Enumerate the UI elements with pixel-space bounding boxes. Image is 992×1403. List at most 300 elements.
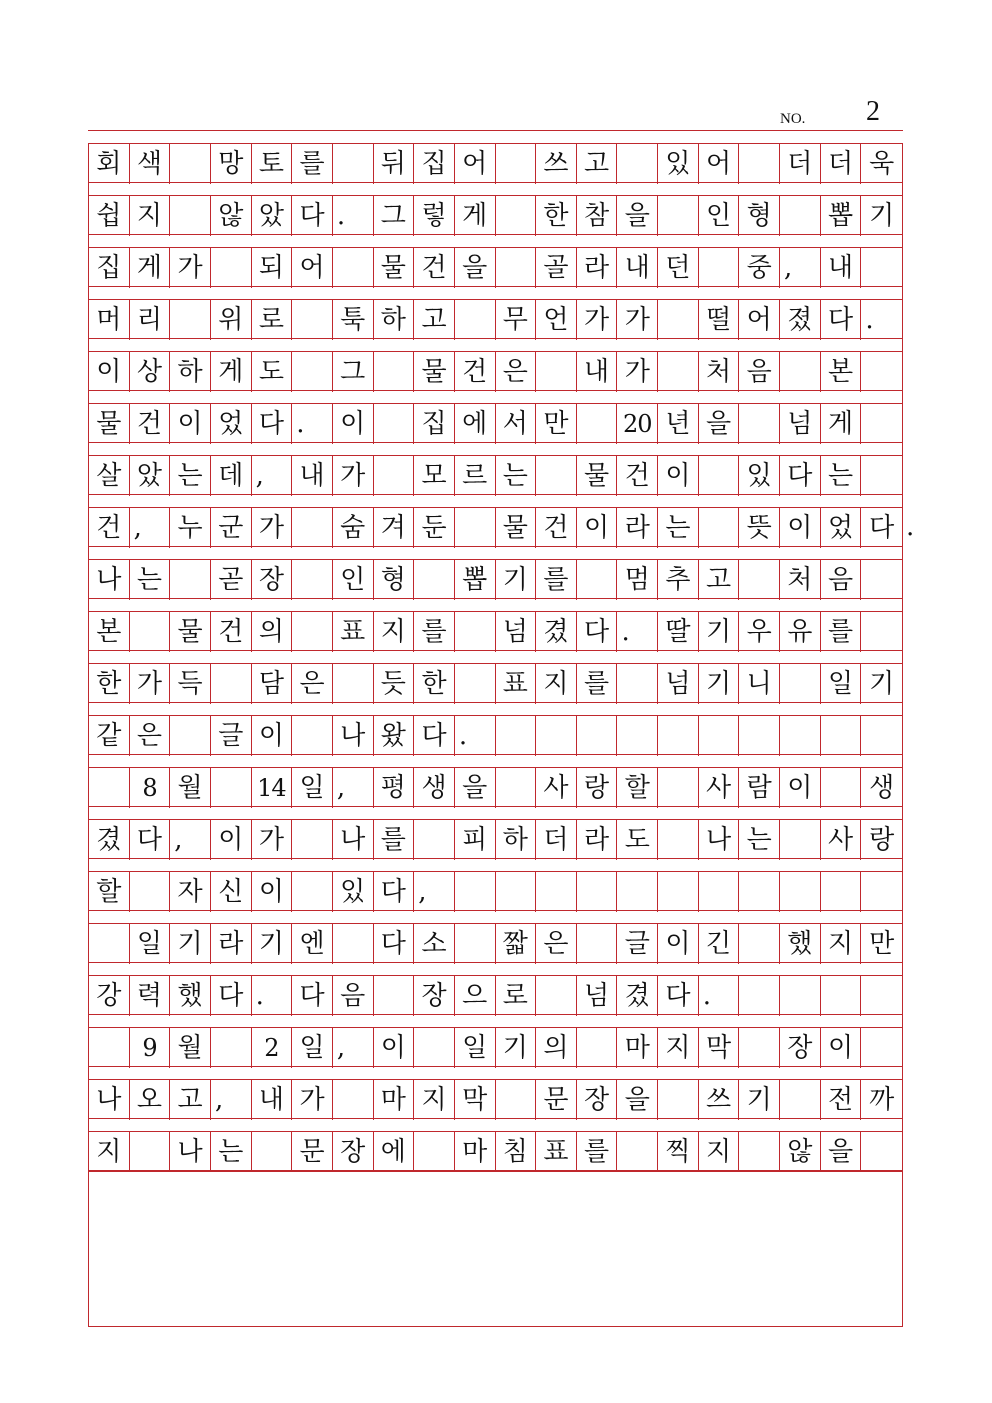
character-cell: 로 (252, 300, 293, 340)
empty-cell (617, 664, 658, 704)
character-cell: 력 (130, 976, 171, 1016)
character-cell: 물 (374, 248, 415, 288)
character-cell: 욱 (869, 149, 895, 179)
character-cell: . (699, 976, 740, 1016)
character-cell: 그 (333, 352, 374, 392)
empty-cell (333, 664, 374, 704)
character-cell: . (865, 305, 874, 335)
character-cell: 사 (699, 768, 740, 808)
character-cell: 서 (496, 404, 537, 444)
manuscript-line-cells (88, 195, 903, 235)
empty-cell (170, 300, 211, 340)
character-cell: 마 (617, 1028, 658, 1068)
empty-cell (536, 976, 577, 1016)
character-cell: 까 (869, 1085, 895, 1115)
empty-cell (414, 820, 455, 860)
character-cell: 기 (869, 669, 895, 699)
character-cell: 게 (211, 352, 252, 392)
character-cell: 나 (170, 1132, 211, 1172)
empty-cell (780, 976, 821, 1016)
empty-cell (861, 404, 902, 444)
empty-cell (699, 456, 740, 496)
character-cell: 이 (821, 1028, 862, 1068)
empty-cell (333, 924, 374, 964)
character-cell: 물 (414, 352, 455, 392)
character-cell: 막 (455, 1080, 496, 1120)
character-cell: 랑 (869, 825, 895, 855)
character-cell: 만 (869, 929, 895, 959)
character-cell: 게 (455, 196, 496, 236)
empty-cell (821, 976, 862, 1016)
character-cell: 떨 (699, 300, 740, 340)
manuscript-line-cells (88, 455, 903, 495)
character-cell: 망 (211, 144, 252, 184)
empty-cell (333, 1080, 374, 1120)
character-cell: 은 (292, 664, 333, 704)
character-cell: 나 (89, 560, 130, 600)
character-cell: 이 (211, 820, 252, 860)
character-cell: 는 (496, 456, 537, 496)
character-cell: 툭 (333, 300, 374, 340)
character-cell: 은 (496, 352, 537, 392)
character-cell: 음 (821, 560, 862, 600)
manuscript-line (88, 351, 903, 403)
character-cell: 건 (455, 352, 496, 392)
empty-cell (577, 924, 618, 964)
character-cell: 고 (577, 144, 618, 184)
empty-cell (739, 872, 780, 912)
character-cell: 상 (130, 352, 171, 392)
character-cell: 추 (658, 560, 699, 600)
character-cell: 마 (374, 1080, 415, 1120)
character-cell: 물 (89, 404, 130, 444)
character-cell: . (333, 196, 374, 236)
character-cell: 게 (821, 404, 862, 444)
character-cell: 표 (536, 1132, 577, 1172)
character-cell: 엔 (292, 924, 333, 964)
character-cell: 았 (252, 196, 293, 236)
character-cell: 않 (211, 196, 252, 236)
character-cell: 일 (821, 664, 862, 704)
empty-cell (739, 404, 780, 444)
character-cell: 자 (170, 872, 211, 912)
line-spacing-strip (88, 287, 903, 299)
page-number-label: NO. (780, 111, 806, 127)
character-cell: 집 (414, 144, 455, 184)
character-cell: 고 (699, 560, 740, 600)
empty-cell (496, 196, 537, 236)
character-cell: 어 (292, 248, 333, 288)
character-cell: 가 (577, 300, 618, 340)
empty-cell (577, 716, 618, 756)
character-cell: 넘 (496, 612, 537, 652)
character-cell: 나 (699, 820, 740, 860)
empty-cell (496, 716, 537, 756)
empty-cell (170, 144, 211, 184)
manuscript-grid (88, 143, 915, 1183)
character-cell: 우 (739, 612, 780, 652)
empty-cell (374, 352, 415, 392)
manuscript-line-cells (88, 663, 903, 703)
character-cell: 겨 (374, 508, 415, 548)
character-cell: 본 (89, 612, 130, 652)
character-cell: 인 (333, 560, 374, 600)
character-cell: 이 (333, 404, 374, 444)
character-cell: 다 (577, 612, 618, 652)
character-cell: 그 (374, 196, 415, 236)
character-cell: 다 (252, 404, 293, 444)
character-cell: 는 (658, 508, 699, 548)
empty-cell (739, 144, 780, 184)
character-cell: 다 (414, 716, 455, 756)
empty-cell (496, 1080, 537, 1120)
character-cell: 침 (496, 1132, 537, 1172)
character-cell: 군 (211, 508, 252, 548)
character-cell: 내 (821, 248, 862, 288)
character-cell: 2 (252, 1028, 293, 1068)
character-cell: 평 (374, 768, 415, 808)
character-cell: 가 (170, 248, 211, 288)
character-cell: 음 (333, 976, 374, 1016)
line-spacing-strip (88, 911, 903, 923)
character-cell: 사 (821, 820, 862, 860)
empty-cell (861, 248, 902, 288)
character-cell: 었 (211, 404, 252, 444)
line-spacing-strip (88, 183, 903, 195)
character-cell: 내 (577, 352, 618, 392)
character-cell: 리 (130, 300, 171, 340)
manuscript-line (88, 611, 903, 663)
character-cell: 람 (739, 768, 780, 808)
line-spacing-strip (88, 963, 903, 975)
character-cell: 왔 (374, 716, 415, 756)
character-cell: 곧 (211, 560, 252, 600)
character-cell: 생 (869, 773, 895, 803)
character-cell: 8 (130, 768, 171, 808)
character-cell: 은 (536, 924, 577, 964)
character-cell: 기 (170, 924, 211, 964)
character-cell: 을 (617, 196, 658, 236)
empty-cell (89, 924, 130, 964)
character-cell: 한 (536, 196, 577, 236)
line-spacing-strip (88, 1015, 903, 1027)
character-cell: 14 (252, 768, 293, 808)
character-cell: 어 (455, 144, 496, 184)
line-spacing-strip (88, 547, 903, 559)
empty-cell (739, 1132, 780, 1172)
character-cell: 기 (496, 560, 537, 600)
manuscript-line (88, 299, 903, 351)
character-cell: 색 (130, 144, 171, 184)
empty-cell (496, 872, 537, 912)
line-spacing-strip (88, 755, 903, 767)
empty-cell (170, 196, 211, 236)
character-cell: 표 (333, 612, 374, 652)
empty-cell (658, 768, 699, 808)
character-cell: 하 (170, 352, 211, 392)
character-cell: 랑 (577, 768, 618, 808)
empty-cell (861, 1132, 902, 1172)
character-cell: 건 (414, 248, 455, 288)
character-cell: 다 (780, 456, 821, 496)
character-cell: 듯 (374, 664, 415, 704)
character-cell: 이 (658, 456, 699, 496)
character-cell: 머 (89, 300, 130, 340)
character-cell: 표 (496, 664, 537, 704)
character-cell: 할 (617, 768, 658, 808)
character-cell: 는 (130, 560, 171, 600)
character-cell: 를 (292, 144, 333, 184)
character-cell: 다 (292, 196, 333, 236)
character-cell: 뜻 (739, 508, 780, 548)
character-cell: 멈 (617, 560, 658, 600)
character-cell: 가 (130, 664, 171, 704)
empty-cell (414, 560, 455, 600)
manuscript-line-cells (88, 767, 903, 807)
character-cell: 이 (658, 924, 699, 964)
character-cell: 이 (170, 404, 211, 444)
character-cell: 을 (699, 404, 740, 444)
character-cell: 기 (869, 201, 895, 231)
character-cell: 을 (617, 1080, 658, 1120)
character-cell: 누 (170, 508, 211, 548)
character-cell: 넘 (658, 664, 699, 704)
empty-cell (292, 352, 333, 392)
character-cell: 도 (617, 820, 658, 860)
character-cell: 렇 (414, 196, 455, 236)
character-cell: 일 (130, 924, 171, 964)
character-cell: 참 (577, 196, 618, 236)
empty-cell (699, 508, 740, 548)
manuscript-line (88, 923, 903, 975)
empty-cell (89, 1028, 130, 1068)
character-cell: 할 (89, 872, 130, 912)
manuscript-line-cells (88, 143, 903, 183)
character-cell: , (333, 768, 374, 808)
empty-cell (496, 768, 537, 808)
character-cell: 장 (252, 560, 293, 600)
character-cell: . (292, 404, 333, 444)
empty-cell (536, 456, 577, 496)
character-cell: 라 (577, 820, 618, 860)
character-cell: 를 (414, 612, 455, 652)
empty-cell (658, 872, 699, 912)
empty-cell (739, 924, 780, 964)
character-cell: 언 (536, 300, 577, 340)
character-cell: 기 (739, 1080, 780, 1120)
empty-cell (455, 924, 496, 964)
empty-cell (780, 1080, 821, 1120)
character-cell: 마 (455, 1132, 496, 1172)
empty-cell (658, 1080, 699, 1120)
character-cell: . (617, 612, 658, 652)
character-cell: 지 (699, 1132, 740, 1172)
empty-cell (292, 820, 333, 860)
character-cell: 한 (414, 664, 455, 704)
line-spacing-strip (88, 391, 903, 403)
character-cell: 이 (374, 1028, 415, 1068)
character-cell: 집 (89, 248, 130, 288)
manuscript-line-cells (88, 975, 903, 1015)
character-cell: 글 (617, 924, 658, 964)
character-cell: 같 (89, 716, 130, 756)
character-cell: 본 (821, 352, 862, 392)
character-cell: 가 (252, 508, 293, 548)
character-cell: 를 (374, 820, 415, 860)
manuscript-line-cells (88, 1027, 903, 1067)
empty-cell (536, 716, 577, 756)
character-cell: 있 (658, 144, 699, 184)
empty-cell (821, 768, 862, 808)
empty-cell (252, 1132, 293, 1172)
character-cell: 이 (252, 716, 293, 756)
character-cell: 니 (739, 664, 780, 704)
line-spacing-strip (88, 599, 903, 611)
empty-cell (699, 248, 740, 288)
page-number: 2 (866, 96, 880, 127)
character-cell: 년 (658, 404, 699, 444)
character-cell: 전 (821, 1080, 862, 1120)
manuscript-line (88, 403, 903, 455)
character-cell: 의 (252, 612, 293, 652)
character-cell: 토 (252, 144, 293, 184)
empty-cell (496, 248, 537, 288)
empty-cell (739, 716, 780, 756)
character-cell: 다 (374, 924, 415, 964)
character-cell: 9 (130, 1028, 171, 1068)
empty-cell (780, 196, 821, 236)
empty-cell (861, 872, 902, 912)
character-cell: 사 (536, 768, 577, 808)
character-cell: 겼 (89, 820, 130, 860)
character-cell: 넘 (780, 404, 821, 444)
empty-cell (739, 560, 780, 600)
character-cell: 더 (536, 820, 577, 860)
character-cell: 강 (89, 976, 130, 1016)
empty-cell (658, 716, 699, 756)
character-cell: 이 (780, 768, 821, 808)
character-cell: 무 (496, 300, 537, 340)
empty-cell (455, 508, 496, 548)
character-cell: 건 (130, 404, 171, 444)
character-cell: 지 (658, 1028, 699, 1068)
empty-cell (861, 612, 902, 652)
character-cell: 문 (536, 1080, 577, 1120)
character-cell: . (252, 976, 293, 1016)
empty-cell (455, 664, 496, 704)
manuscript-line (88, 975, 903, 1027)
character-cell: 뽑 (455, 560, 496, 600)
character-cell: 처 (699, 352, 740, 392)
character-cell: 형 (374, 560, 415, 600)
character-cell: 가 (292, 1080, 333, 1120)
character-cell: 있 (739, 456, 780, 496)
character-cell: 둔 (414, 508, 455, 548)
empty-cell (617, 144, 658, 184)
line-spacing-strip (88, 495, 903, 507)
manuscript-line-cells (88, 871, 903, 911)
character-cell: . (455, 716, 496, 756)
empty-cell (130, 1132, 171, 1172)
character-cell: 되 (252, 248, 293, 288)
empty-cell (821, 872, 862, 912)
character-cell: 으 (455, 976, 496, 1016)
manuscript-line (88, 247, 903, 299)
empty-cell (780, 716, 821, 756)
empty-cell (577, 404, 618, 444)
line-spacing-strip (88, 651, 903, 663)
character-cell: 인 (699, 196, 740, 236)
character-cell: 했 (780, 924, 821, 964)
empty-cell (333, 248, 374, 288)
empty-cell (292, 508, 333, 548)
character-cell: 하 (496, 820, 537, 860)
character-cell: 쓰 (536, 144, 577, 184)
empty-cell (861, 560, 902, 600)
character-cell: 음 (739, 352, 780, 392)
manuscript-line-cells (88, 247, 903, 287)
character-cell: , (170, 820, 211, 860)
character-cell: 을 (455, 768, 496, 808)
empty-cell (780, 352, 821, 392)
manuscript-line (88, 1027, 903, 1079)
character-cell: 기 (699, 612, 740, 652)
character-cell: 기 (699, 664, 740, 704)
character-cell: 도 (252, 352, 293, 392)
character-cell: 않 (780, 1132, 821, 1172)
character-cell: 월 (170, 1028, 211, 1068)
empty-cell (861, 716, 902, 756)
character-cell: 집 (414, 404, 455, 444)
empty-cell (170, 560, 211, 600)
character-cell: 골 (536, 248, 577, 288)
character-cell: 내 (252, 1080, 293, 1120)
character-cell: 월 (170, 768, 211, 808)
character-cell: 건 (617, 456, 658, 496)
character-cell: 살 (89, 456, 130, 496)
line-spacing-strip (88, 859, 903, 871)
character-cell: , (211, 1080, 252, 1120)
empty-cell (658, 300, 699, 340)
manuscript-line (88, 715, 903, 767)
character-cell: 다 (211, 976, 252, 1016)
empty-cell (658, 196, 699, 236)
character-cell: 지 (374, 612, 415, 652)
character-cell: 문 (292, 1132, 333, 1172)
empty-cell (577, 1028, 618, 1068)
empty-cell (292, 716, 333, 756)
empty-cell (658, 820, 699, 860)
empty-cell (292, 300, 333, 340)
character-cell: 라 (211, 924, 252, 964)
character-cell: 게 (130, 248, 171, 288)
character-cell: 를 (821, 612, 862, 652)
character-cell: 있 (333, 872, 374, 912)
character-cell: , (252, 456, 293, 496)
header-rule (88, 130, 903, 131)
character-cell: 다 (292, 976, 333, 1016)
empty-cell (374, 404, 415, 444)
character-cell: , (333, 1028, 374, 1068)
character-cell: 다 (130, 820, 171, 860)
empty-cell (414, 1028, 455, 1068)
character-cell: 지 (536, 664, 577, 704)
character-cell: 가 (617, 352, 658, 392)
manuscript-line (88, 871, 903, 923)
line-spacing-strip (88, 1067, 903, 1079)
character-cell: 이 (89, 352, 130, 392)
manuscript-line (88, 663, 903, 715)
